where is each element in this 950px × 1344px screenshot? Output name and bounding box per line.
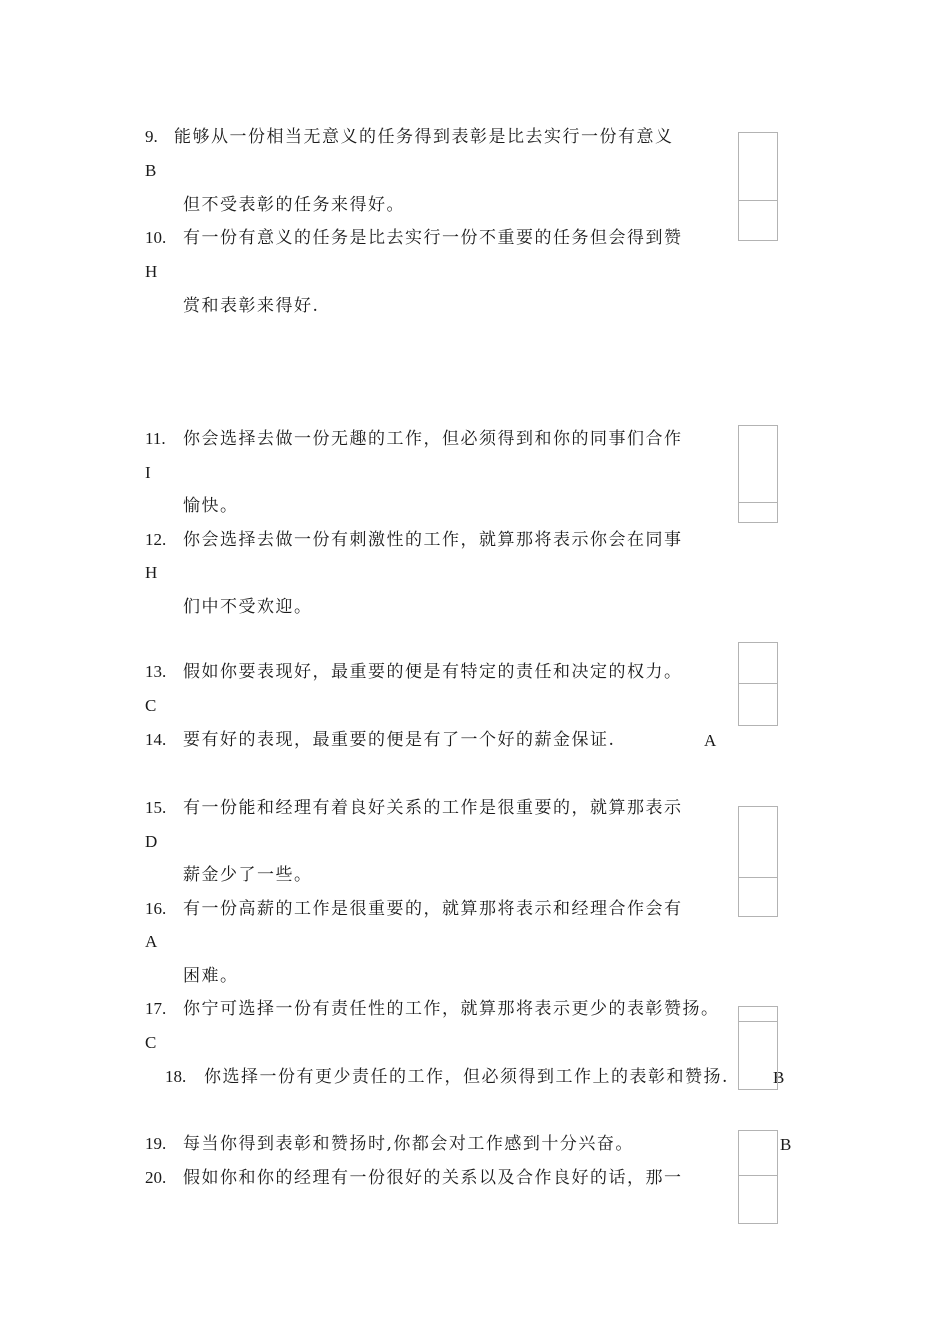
- item-text-line: 有一份有意义的任务是比去实行一份不重要的任务但会得到赞: [183, 228, 683, 248]
- item-number: 16.: [145, 899, 167, 918]
- answer-box-divider: [739, 502, 777, 503]
- item-number: 15.: [145, 798, 167, 817]
- answer-box: [738, 1130, 778, 1224]
- item-answer: B: [145, 161, 157, 180]
- item-answer: A: [145, 932, 158, 951]
- item-answer: D: [145, 832, 158, 851]
- item-answer: A: [704, 731, 717, 750]
- item-number: 20.: [145, 1168, 167, 1187]
- answer-box: [738, 642, 778, 726]
- item-number: 11.: [145, 429, 166, 448]
- item-text-line: 困难。: [183, 966, 239, 986]
- item-text-line: 每当你得到表彰和赞扬时,你都会对工作感到十分兴奋。: [183, 1134, 634, 1154]
- item-number: 9.: [145, 127, 158, 146]
- answer-box-divider: [739, 877, 777, 878]
- item-answer: C: [145, 696, 157, 715]
- item-answer: B: [773, 1068, 785, 1087]
- item-number: 18.: [165, 1067, 187, 1086]
- item-text-line: 薪金少了一些。: [183, 865, 313, 885]
- item-text-line: 你会选择去做一份有刺激性的工作，就算那将表示你会在同事: [183, 530, 683, 550]
- answer-box: [738, 425, 778, 523]
- item-answer: C: [145, 1033, 157, 1052]
- item-number: 17.: [145, 999, 167, 1018]
- item-number: 13.: [145, 662, 167, 681]
- item-number: 19.: [145, 1134, 167, 1153]
- item-text-line: 你会选择去做一份无趣的工作，但必须得到和你的同事们合作: [183, 429, 683, 449]
- item-text-line: 愉快。: [183, 496, 239, 516]
- item-answer: B: [780, 1135, 792, 1154]
- answer-box-divider: [739, 1175, 777, 1176]
- item-number: 10.: [145, 228, 167, 247]
- item-text-line: 你宁可选择一份有责任性的工作，就算那将表示更少的表彰赞扬。: [183, 999, 720, 1019]
- item-number: 14.: [145, 730, 167, 749]
- answer-box-divider: [739, 1021, 777, 1022]
- item-number: 12.: [145, 530, 167, 549]
- item-text-line: 假如你和你的经理有一份很好的关系以及合作良好的话，那一: [183, 1168, 683, 1188]
- item-text-line: 假如你要表现好，最重要的便是有特定的责任和决定的权力。: [183, 662, 683, 682]
- item-text-line: 但不受表彰的任务来得好。: [183, 195, 405, 215]
- item-answer: I: [145, 463, 151, 482]
- item-text-line: 们中不受欢迎。: [183, 597, 313, 617]
- answer-box: [738, 806, 778, 917]
- answer-box: [738, 132, 778, 241]
- item-text-line: 有一份高薪的工作是很重要的，就算那将表示和经理合作会有: [183, 899, 683, 919]
- item-answer: H: [145, 262, 158, 281]
- item-text-line: 赏和表彰来得好.: [183, 296, 320, 316]
- answer-box: [738, 1006, 778, 1090]
- item-answer: H: [145, 563, 158, 582]
- item-text-line: 你选择一份有更少责任的工作，但必须得到工作上的表彰和赞扬.: [204, 1067, 729, 1087]
- answer-box-divider: [739, 683, 777, 684]
- item-text-line: 有一份能和经理有着良好关系的工作是很重要的，就算那表示: [183, 798, 683, 818]
- item-text-line: 能够从一份相当无意义的任务得到表彰是比去实行一份有意义: [174, 127, 674, 147]
- item-text-line: 要有好的表现，最重要的便是有了一个好的薪金保证.: [183, 730, 616, 750]
- answer-box-divider: [739, 200, 777, 201]
